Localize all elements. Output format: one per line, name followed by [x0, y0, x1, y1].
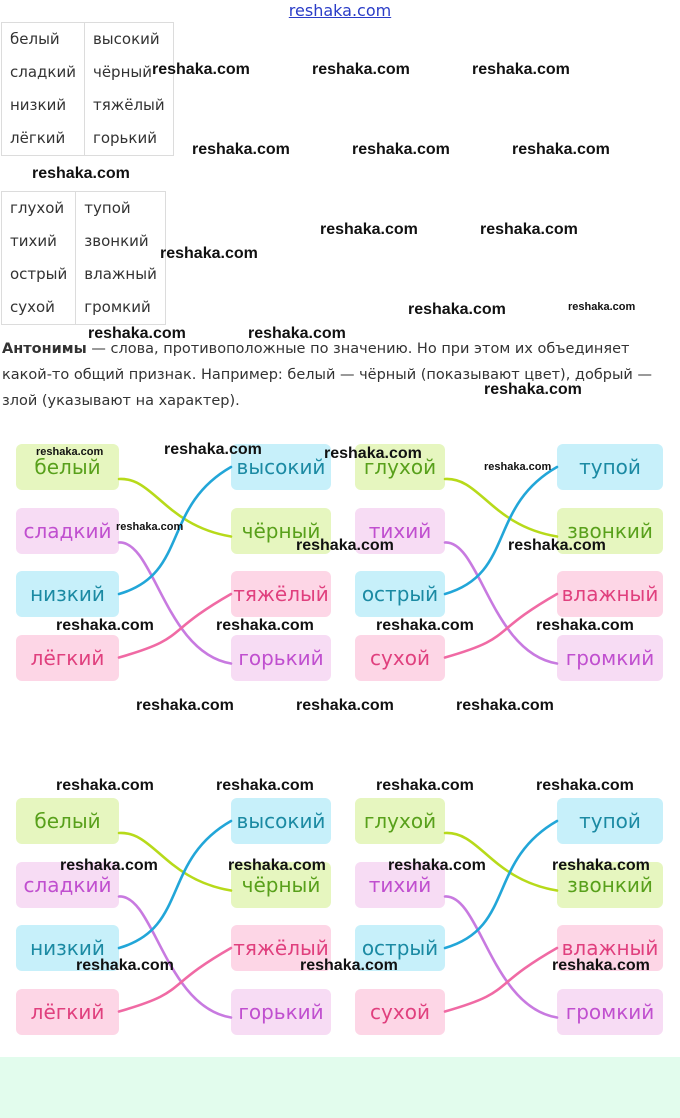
- watermark-text: reshaka.com: [216, 617, 314, 634]
- watermark-text: reshaka.com: [508, 537, 606, 554]
- table-cell: сухой: [10, 298, 55, 316]
- word-card-right: горький: [231, 635, 331, 681]
- watermark-text: reshaka.com: [324, 445, 422, 462]
- watermark-text: reshaka.com: [56, 617, 154, 634]
- watermark-text: reshaka.com: [552, 857, 650, 874]
- connector-line: [445, 479, 557, 537]
- watermark-text: reshaka.com: [536, 777, 634, 794]
- watermark-text: reshaka.com: [296, 537, 394, 554]
- connector-line: [445, 467, 557, 594]
- word-card-right: влажный: [557, 925, 663, 971]
- connector-line: [445, 948, 557, 1012]
- watermark-text: reshaka.com: [536, 617, 634, 634]
- watermark-text: reshaka.com: [568, 301, 636, 313]
- word-card-right: звонкий: [557, 862, 663, 908]
- watermark-text: reshaka.com: [228, 857, 326, 874]
- table-cell: лёгкий: [10, 129, 66, 147]
- word-card-right: тяжёлый: [231, 925, 331, 971]
- table-cell: глухой: [10, 199, 65, 217]
- word-card-left: сладкий: [16, 508, 119, 554]
- word-card-left: сладкий: [16, 862, 119, 908]
- watermark-text: reshaka.com: [376, 617, 474, 634]
- table-cell: высокий: [92, 30, 160, 48]
- watermark-text: reshaka.com: [160, 245, 258, 262]
- connector-line: [119, 821, 231, 948]
- watermark-text: reshaka.com: [76, 957, 174, 974]
- word-card-left: белый: [16, 444, 119, 490]
- watermark-text: reshaka.com: [56, 777, 154, 794]
- watermark-text: reshaka.com: [36, 446, 104, 458]
- watermark-text: reshaka.com: [300, 957, 398, 974]
- watermark-text: reshaka.com: [456, 697, 554, 714]
- table-cell: громкий: [84, 298, 151, 316]
- watermark-text: reshaka.com: [136, 697, 234, 714]
- watermark-text: reshaka.com: [512, 141, 610, 158]
- table-cell: чёрный: [92, 63, 152, 81]
- table-cell: сладкий: [10, 63, 76, 81]
- table-cell: тупой: [84, 199, 131, 217]
- word-card-right: чёрный: [231, 508, 331, 554]
- watermark-text: reshaka.com: [480, 221, 578, 238]
- watermark-text: reshaka.com: [312, 61, 410, 78]
- word-card-left: белый: [16, 798, 119, 844]
- definition-term: Антонимы: [2, 341, 87, 357]
- table-cell: влажный: [84, 265, 157, 283]
- watermark-text: reshaka.com: [472, 61, 570, 78]
- word-card-left: острый: [355, 925, 445, 971]
- word-card-left: глухой: [355, 798, 445, 844]
- word-card-left: лёгкий: [16, 635, 119, 681]
- word-card-left: острый: [355, 571, 445, 617]
- connector-line: [445, 821, 557, 948]
- table-cell: острый: [10, 265, 68, 283]
- word-card-right: тупой: [557, 444, 663, 490]
- table-cell: белый: [10, 30, 60, 48]
- watermark-text: reshaka.com: [388, 857, 486, 874]
- watermark-text: reshaka.com: [32, 165, 130, 182]
- watermark-text: reshaka.com: [484, 381, 582, 398]
- watermark-text: reshaka.com: [164, 441, 262, 458]
- table-cell: горький: [92, 129, 157, 147]
- word-card-right: влажный: [557, 571, 663, 617]
- word-card-right: чёрный: [231, 862, 331, 908]
- watermark-text: reshaka.com: [192, 141, 290, 158]
- table-cell: тихий: [10, 232, 57, 250]
- watermark-text: reshaka.com: [60, 857, 158, 874]
- table-cell: низкий: [10, 96, 67, 114]
- word-card-left: сухой: [355, 635, 445, 681]
- word-card-right: громкий: [557, 635, 663, 681]
- table-cell: звонкий: [84, 232, 149, 250]
- watermark-text: reshaka.com: [88, 325, 186, 342]
- table-cell: тяжёлый: [92, 96, 165, 114]
- site-link[interactable]: reshaka.com: [288, 1, 392, 20]
- word-card-right: звонкий: [557, 508, 663, 554]
- word-card-right: горький: [231, 989, 331, 1035]
- watermark-text: reshaka.com: [248, 325, 346, 342]
- watermark-text: reshaka.com: [152, 61, 250, 78]
- watermark-text: reshaka.com: [296, 697, 394, 714]
- word-card-left: глухой: [355, 444, 445, 490]
- word-card-right: громкий: [557, 989, 663, 1035]
- watermark-text: reshaka.com: [408, 301, 506, 318]
- watermark-text: reshaka.com: [320, 221, 418, 238]
- word-card-right: высокий: [231, 444, 331, 490]
- word-card-right: тупой: [557, 798, 663, 844]
- word-card-left: сухой: [355, 989, 445, 1035]
- word-card-left: низкий: [16, 925, 119, 971]
- word-card-left: тихий: [355, 508, 445, 554]
- word-card-left: тихий: [355, 862, 445, 908]
- watermark-text: reshaka.com: [116, 521, 184, 533]
- watermark-text: reshaka.com: [376, 777, 474, 794]
- watermark-text: reshaka.com: [216, 777, 314, 794]
- watermark-text: reshaka.com: [552, 957, 650, 974]
- watermark-text: reshaka.com: [484, 461, 552, 473]
- word-card-right: высокий: [231, 798, 331, 844]
- word-card-left: лёгкий: [16, 989, 119, 1035]
- word-card-right: тяжёлый: [231, 571, 331, 617]
- definition-text: — слова, противоположные по значению. Но при этом их объединяет какой-то общий признак. Например: белый — чёрный (показывают цвет), добрый — злой (указывают на характер).: [2, 341, 652, 409]
- watermark-text: reshaka.com: [352, 141, 450, 158]
- word-card-left: низкий: [16, 571, 119, 617]
